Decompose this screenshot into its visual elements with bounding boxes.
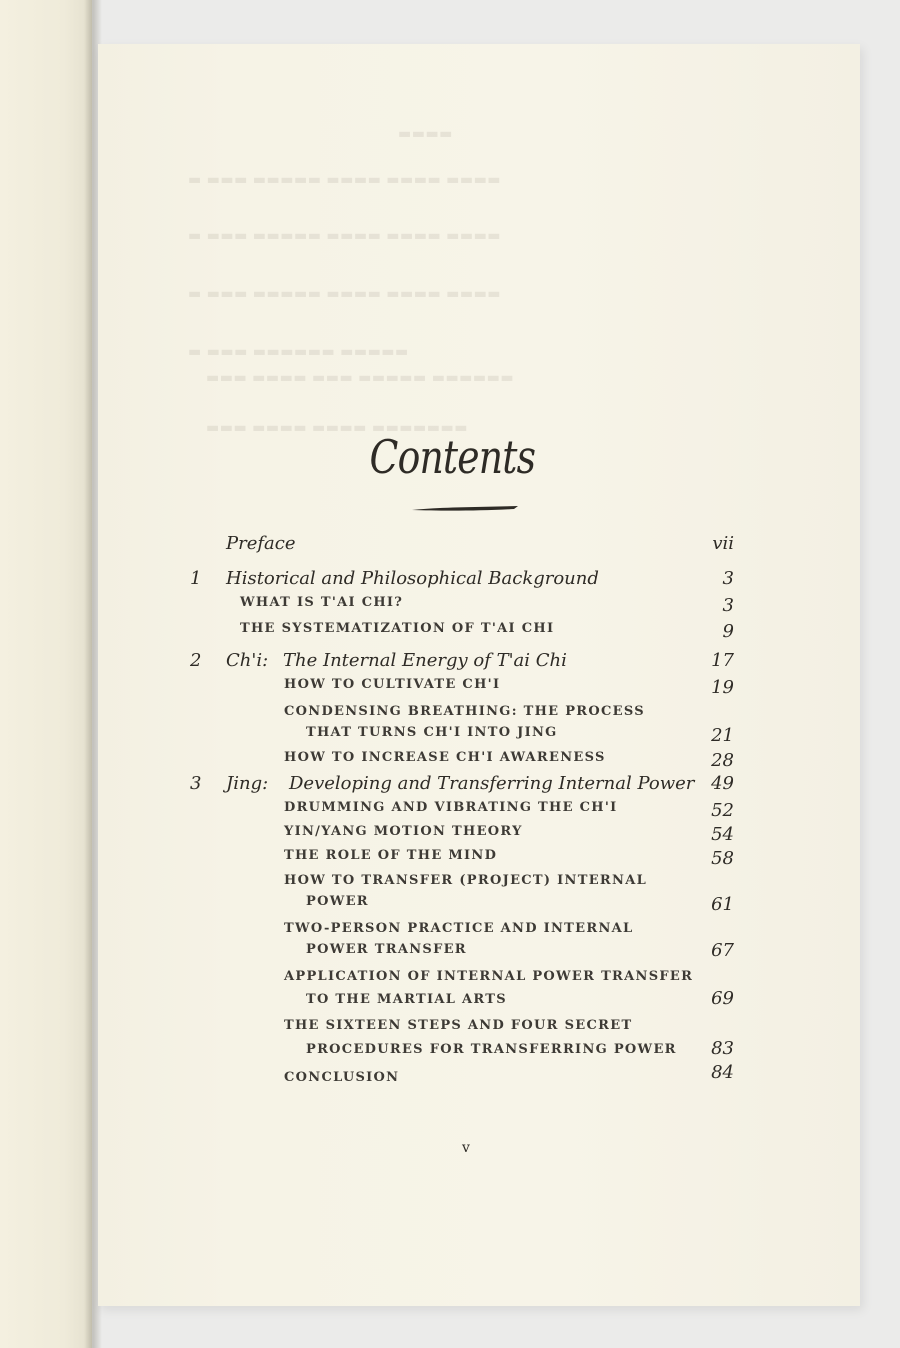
chapter-number: 2 xyxy=(190,650,202,671)
toc-page-number: 49 xyxy=(711,773,734,794)
toc-section-continued[interactable] xyxy=(0,1038,900,1072)
toc-page-number: 84 xyxy=(711,1062,734,1083)
show-through-line: ▬ ▬▬▬ ▬▬▬▬▬ ▬▬▬▬ ▬▬▬▬ ▬▬▬▬ xyxy=(188,286,502,302)
toc-chapter-3[interactable] xyxy=(0,773,900,803)
section-title-continued: POWER TRANSFER xyxy=(306,942,467,957)
section-title: HOW TO CULTIVATE CH'I xyxy=(284,677,501,692)
toc-section[interactable] xyxy=(0,677,900,707)
toc-page-number: 3 xyxy=(722,568,734,589)
toc-page-number: 17 xyxy=(711,650,734,671)
toc-section-continued[interactable] xyxy=(0,942,900,972)
section-title-continued: PROCEDURES FOR TRANSFERRING POWER xyxy=(306,1042,677,1057)
section-title: CONDENSING BREATHING: THE PROCESS xyxy=(284,704,645,719)
section-title: THE SIXTEEN STEPS AND FOUR SECRET xyxy=(284,1018,633,1033)
toc-entry-label: Preface xyxy=(226,533,296,554)
show-through-line: ▬ ▬▬▬ ▬▬▬▬▬ ▬▬▬▬ ▬▬▬▬ ▬▬▬▬ xyxy=(188,172,502,188)
toc-page-number: 52 xyxy=(711,800,734,821)
section-title: DRUMMING AND VIBRATING THE CH'I xyxy=(284,800,618,815)
page-title: Contents xyxy=(369,430,536,484)
show-through-line: ▬▬▬ ▬▬▬▬ ▬▬▬▬ ▬▬▬▬▬▬▬ xyxy=(206,420,468,436)
section-title-continued: THAT TURNS CH'I INTO JING xyxy=(306,725,558,740)
toc-page-number: 21 xyxy=(711,725,734,746)
toc-page-number: 83 xyxy=(711,1038,734,1059)
toc-page-number: 9 xyxy=(722,621,734,642)
toc-page-number: 3 xyxy=(722,595,734,616)
section-title: CONCLUSION xyxy=(284,1070,400,1085)
toc-section[interactable] xyxy=(0,1062,900,1100)
toc-chapter-2[interactable] xyxy=(0,650,900,680)
section-title: APPLICATION OF INTERNAL POWER TRANSFER xyxy=(284,969,694,984)
chapter-number: 3 xyxy=(190,773,202,794)
toc-section[interactable] xyxy=(0,621,900,651)
toc-page-number: 61 xyxy=(711,894,734,915)
toc-page-number: 58 xyxy=(711,848,734,869)
section-title-continued: TO THE MARTIAL ARTS xyxy=(306,992,507,1007)
section-title-continued: POWER xyxy=(306,894,369,909)
chapter-number: 1 xyxy=(190,568,202,589)
show-through-line: ▬ ▬▬▬ ▬▬▬▬▬ ▬▬▬▬ ▬▬▬▬ ▬▬▬▬ xyxy=(188,228,502,244)
chapter-title: Historical and Philosophical Background xyxy=(226,568,599,589)
toc-section-continued[interactable] xyxy=(0,894,900,924)
toc-page-number: 54 xyxy=(711,824,734,845)
toc-page-number: 19 xyxy=(711,677,734,698)
section-title: HOW TO TRANSFER (PROJECT) INTERNAL xyxy=(284,873,648,888)
section-title: YIN/YANG MOTION THEORY xyxy=(284,824,523,839)
section-title: HOW TO INCREASE CH'I AWARENESS xyxy=(284,750,606,765)
section-title: THE SYSTEMATIZATION OF T'AI CHI xyxy=(240,621,555,636)
chapter-prefix: Ch'i: xyxy=(226,650,269,671)
chapter-prefix: Jing: xyxy=(226,773,269,794)
toc-page-number: 67 xyxy=(711,940,734,961)
show-through-line: ▬ ▬▬▬ ▬▬▬▬▬▬ ▬▬▬▬▬ xyxy=(188,344,409,360)
chapter-title: Developing and Transferring Internal Power xyxy=(289,773,695,794)
toc-page-number: 69 xyxy=(711,988,734,1009)
toc-chapter-1[interactable] xyxy=(0,568,900,598)
toc-page-number: vii xyxy=(712,533,734,554)
section-title: WHAT IS T'AI CHI? xyxy=(240,595,404,610)
section-title: THE ROLE OF THE MIND xyxy=(284,848,498,863)
toc-page-number: 28 xyxy=(711,750,734,771)
toc-entry-preface[interactable] xyxy=(0,533,900,563)
chapter-title: The Internal Energy of T'ai Chi xyxy=(283,650,567,671)
show-through-line: ▬▬▬▬ xyxy=(398,126,453,142)
show-through-line: ▬▬▬ ▬▬▬▬ ▬▬▬ ▬▬▬▬▬ ▬▬▬▬▬▬ xyxy=(206,370,515,386)
section-title: TWO-PERSON PRACTICE AND INTERNAL xyxy=(284,921,634,936)
page-folio: v xyxy=(462,1140,470,1156)
